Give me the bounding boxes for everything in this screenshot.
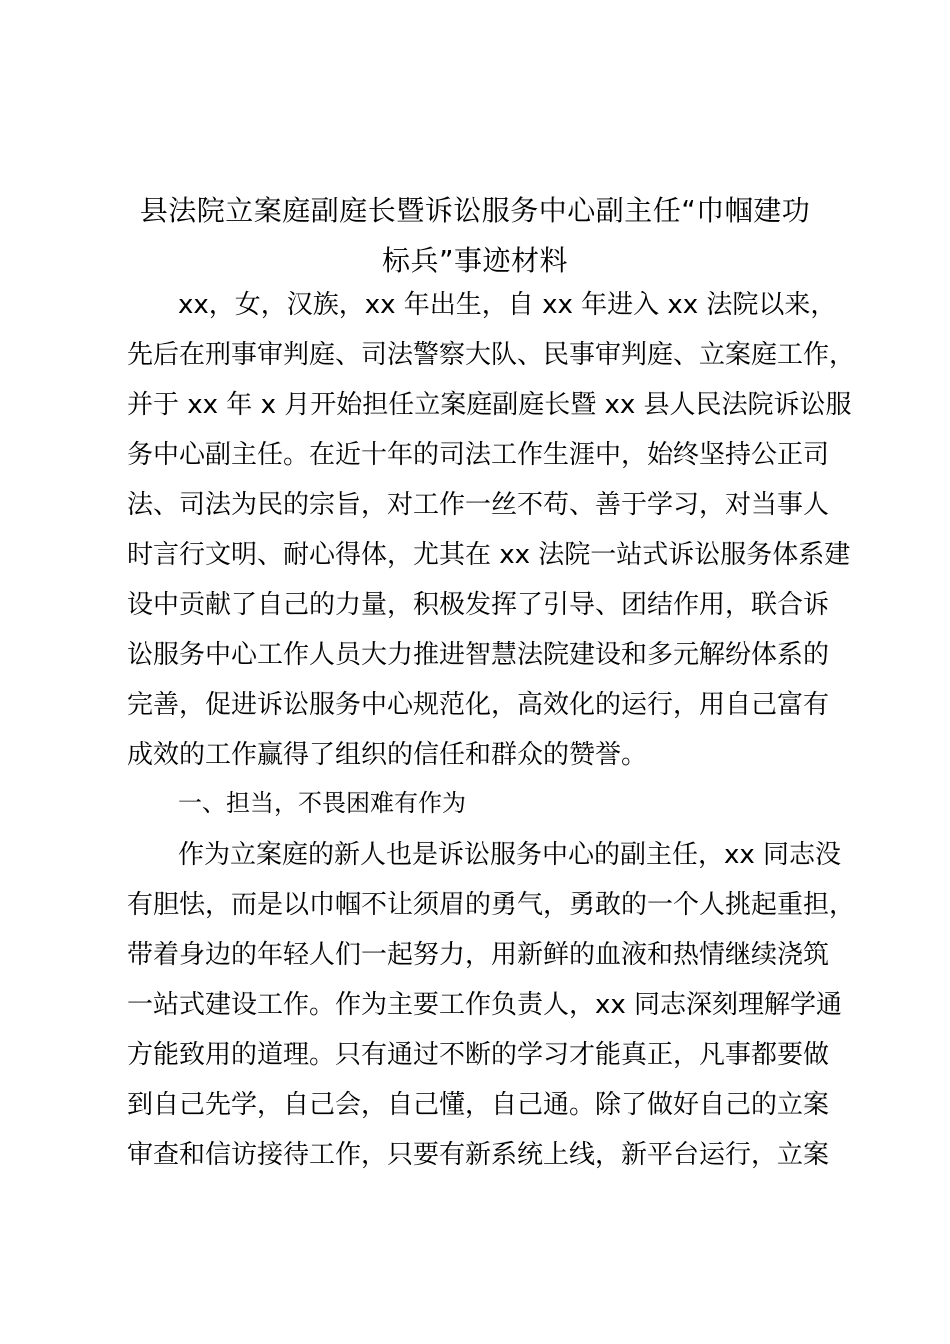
paragraph-1-line: 成效的工作赢得了组织的信任和群众的赞誉。 (127, 740, 648, 770)
paragraph-2-line: 方能致用的道理。只有通过不断的学习才能真正，凡事都要做 (127, 1040, 830, 1070)
paragraph-2-line: 到自己先学，自己会，自己懂，自己通。除了做好自己的立案 (127, 1090, 830, 1120)
section-heading: 一、担当，不畏困难有作为 (178, 789, 466, 817)
paragraph-2-line: 审查和信访接待工作，只要有新系统上线，新平台运行，立案 (127, 1140, 830, 1170)
paragraph-2-line: 有胆怯，而是以巾帼不让须眉的勇气，勇敢的一个人挑起重担， (127, 890, 856, 920)
paragraph-1-line: 并于 xx 年 x 月开始担任立案庭副庭长暨 xx 县人民法院诉讼服 (127, 390, 852, 420)
paragraph-2-line: 作为立案庭的新人也是诉讼服务中心的副主任，xx 同志没 (178, 840, 842, 870)
paragraph-1-line: 设中贡献了自己的力量，积极发挥了引导、团结作用，联合诉 (127, 590, 830, 620)
paragraph-1-line: xx，女，汉族，xx 年出生，自 xx 年进入 xx 法院以来， (178, 290, 837, 320)
paragraph-1-line: 法、司法为民的宗旨，对工作一丝不苟、善于学习，对当事人 (127, 490, 830, 520)
paragraph-1-line: 完善，促进诉讼服务中心规范化，高效化的运行，用自己富有 (127, 690, 830, 720)
paragraph-1-line: 时言行文明、耐心得体，尤其在 xx 法院一站式诉讼服务体系建 (127, 540, 851, 570)
title-line-2: 标兵”事迹材料 (381, 244, 568, 277)
title-line-1: 县法院立案庭副庭长暨诉讼服务中心副主任“巾帼建功 (139, 194, 811, 227)
paragraph-2-line: 带着身边的年轻人们一起努力，用新鲜的血液和热情继续浇筑 (127, 940, 830, 970)
paragraph-1-line: 先后在刑事审判庭、司法警察大队、民事审判庭、立案庭工作， (127, 340, 856, 370)
paragraph-2-line: 一站式建设工作。作为主要工作负责人，xx 同志深刻理解学通 (127, 990, 843, 1020)
paragraph-1-line: 务中心副主任。在近十年的司法工作生涯中，始终坚持公正司 (127, 440, 830, 470)
paragraph-1-line: 讼服务中心工作人员大力推进智慧法院建设和多元解纷体系的 (127, 640, 830, 670)
document-title (120, 186, 830, 286)
